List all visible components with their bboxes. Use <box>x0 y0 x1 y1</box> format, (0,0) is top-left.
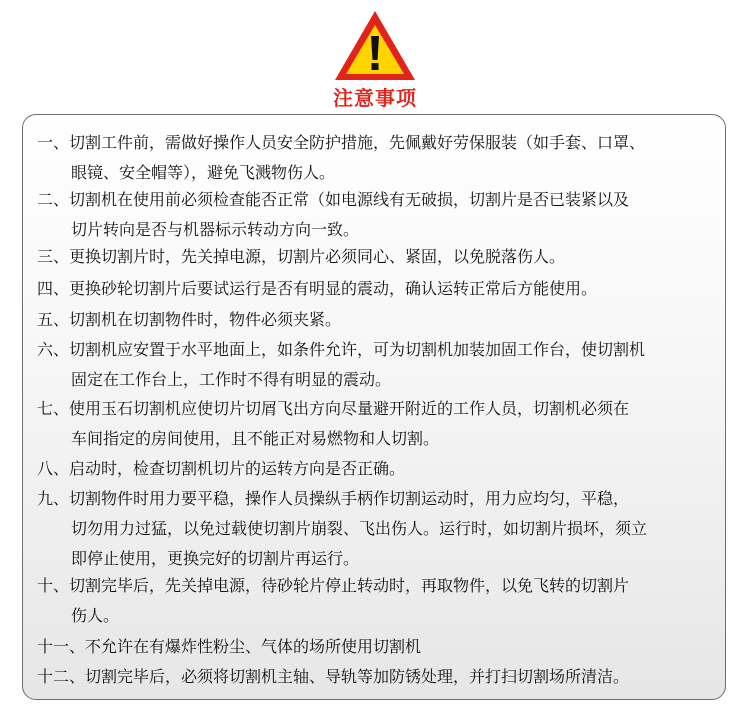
list-item <box>37 242 723 272</box>
page-title: 注意事项 <box>333 86 417 110</box>
item-line: 四、更换砂轮切割片后要试运行是否有明显的震动，确认运转正常后方能使用。 <box>37 279 598 298</box>
item-line: 十二、切割完毕后，必须将切割机主轴、导轨等加防锈处理，并打扫切割场所清洁。 <box>37 667 630 686</box>
list-item <box>37 394 723 454</box>
item-line: 车间指定的房间使用，且不能正对易燃物和人切割。 <box>71 429 440 448</box>
item-line: 七、使用玉石切割机应使切片切屑飞出方向尽量避开附近的工作人员，切割机必须在 <box>37 399 630 418</box>
item-line: 十一、不允许在有爆炸性粉尘、气体的场所使用切割机 <box>37 637 422 656</box>
item-line: 五、切割机在切割物件时，物件必须夹紧。 <box>37 310 342 329</box>
item-line: 八、启动时，检查切割机切片的运转方向是否正确。 <box>37 459 406 478</box>
list-item <box>37 335 723 395</box>
notice-panel <box>22 114 726 700</box>
list-item <box>37 571 723 631</box>
list-item <box>37 662 723 692</box>
list-item <box>37 128 723 188</box>
item-line: 六、切割机应安置于水平地面上，如条件允许，可为切割机加装加固工作台，使切割机 <box>37 340 646 359</box>
warning-triangle-icon <box>332 8 418 84</box>
list-item <box>37 185 723 245</box>
item-line: 九、切割物件时用力要平稳，操作人员操纵手柄作切割运动时，用力应均匀，平稳， <box>37 489 630 508</box>
item-line: 切勿用力过猛，以免过载使切割片崩裂、飞出伤人。运行时，如切割片损坏，须立 <box>71 519 648 538</box>
item-line: 三、更换切割片时，先关掉电源，切割片必须同心、紧固，以免脱落伤人。 <box>37 247 566 266</box>
list-item <box>37 274 723 304</box>
list-item <box>37 632 723 662</box>
item-line: 眼镜、安全帽等），避免飞溅物伤人。 <box>71 163 336 182</box>
item-line: 十、切割完毕后，先关掉电源，待砂轮片停止转动时，再取物件，以免飞转的切割片 <box>37 576 630 595</box>
item-line: 伤人。 <box>71 606 120 625</box>
header <box>0 0 750 112</box>
item-line: 即停止使用，更换完好的切割片再运行。 <box>71 549 360 568</box>
item-line: 一、切割工件前，需做好操作人员安全防护措施，先佩戴好劳保服装（如手套、口罩、 <box>37 133 646 152</box>
item-line: 切片转向是否与机器标示转动方向一致。 <box>71 220 360 239</box>
item-line: 二、切割机在使用前必须检查能否正常（如电源线有无破损，切割片是否已装紧以及 <box>37 190 630 209</box>
item-line: 固定在工作台上，工作时不得有明显的震动。 <box>71 370 392 389</box>
list-item <box>37 484 723 574</box>
list-item <box>37 454 723 484</box>
list-item <box>37 305 723 335</box>
